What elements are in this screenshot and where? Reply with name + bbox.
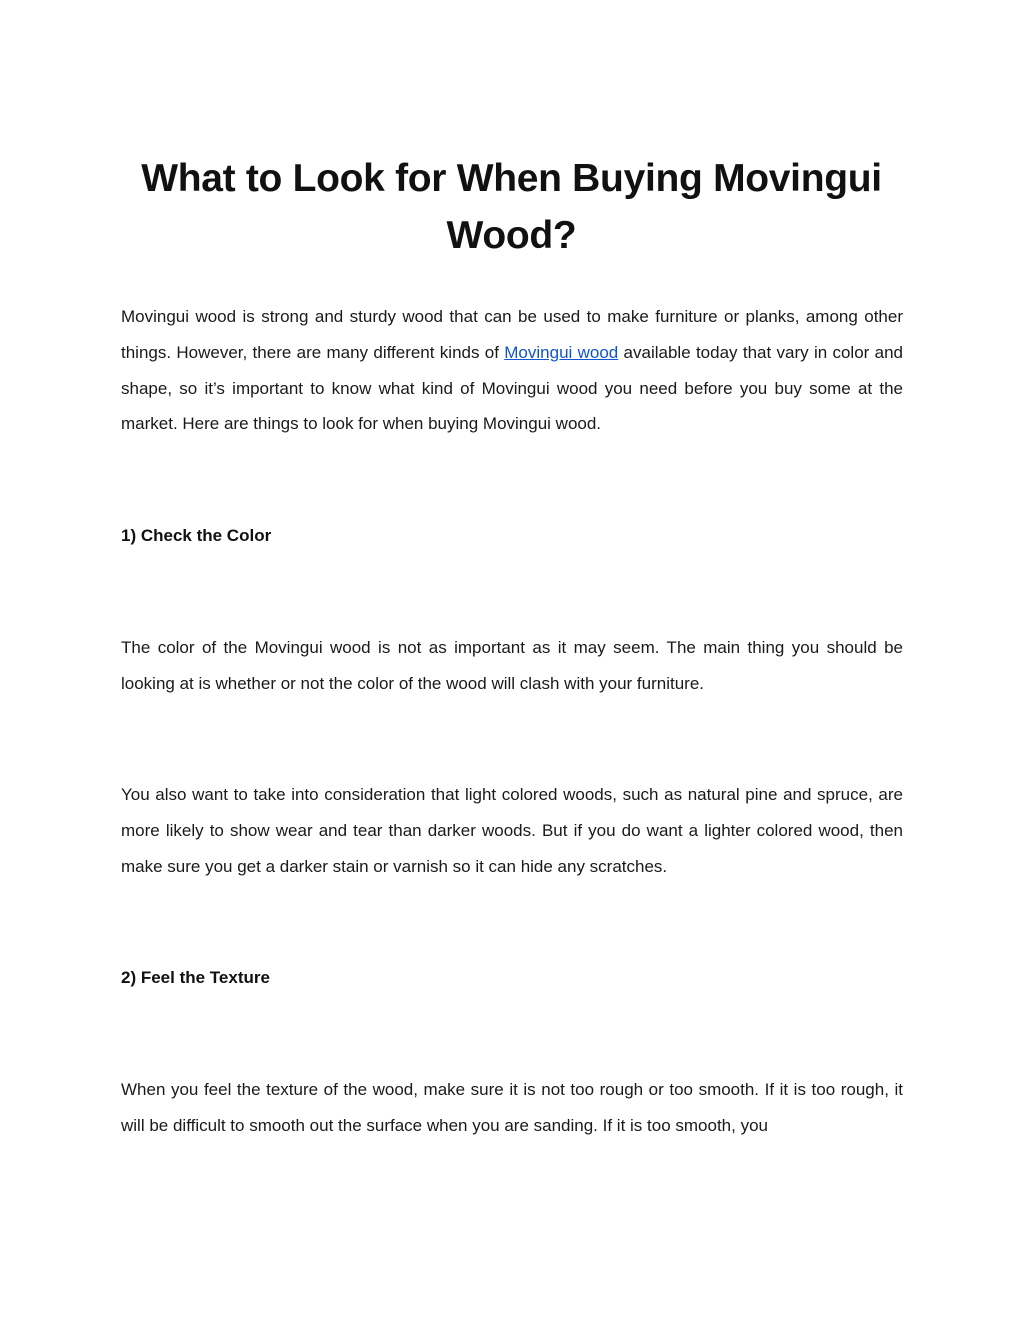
color-paragraph-1: The color of the Movingui wood is not as important as it may seem. The main thing you should be looking at is whether or not the color of the wood will clash with your furniture. — [121, 638, 903, 693]
color-paragraph-2: You also want to take into consideration that light colored woods, such as natural pine and spruce, are more likely to show wear and tear than darker woods. But if you do want a lighter colored wood, then make sure you get a darker stain or varnish so it can hide any scratches. — [121, 785, 903, 876]
intro-text-after-link: available today that vary in color and shape, so it’s important to know what kind of Movingui wood you need before you buy some at the market. Here are things to look for when buying Movingui wood. — [121, 342, 903, 434]
movingui-wood-link[interactable]: Movingui wood — [504, 342, 619, 362]
intro-text-before-link: Movingui wood is strong and sturdy wood that can be used to make furniture or planks, among other things. However, there are many different kinds of — [121, 307, 903, 362]
section-heading-check-color: 1) Check the Color — [121, 526, 272, 545]
section-heading-feel-texture: 2) Feel the Texture — [121, 968, 270, 987]
intro-paragraph — [121, 299, 903, 442]
texture-paragraph-1: When you feel the texture of the wood, make sure it is not too rough or too smooth. If it is too rough, it will be difficult to smooth out the surface when you are sanding. If it is too smooth, you — [121, 1080, 903, 1135]
page-title: What to Look for When Buying Movingui Wood? — [141, 157, 882, 257]
